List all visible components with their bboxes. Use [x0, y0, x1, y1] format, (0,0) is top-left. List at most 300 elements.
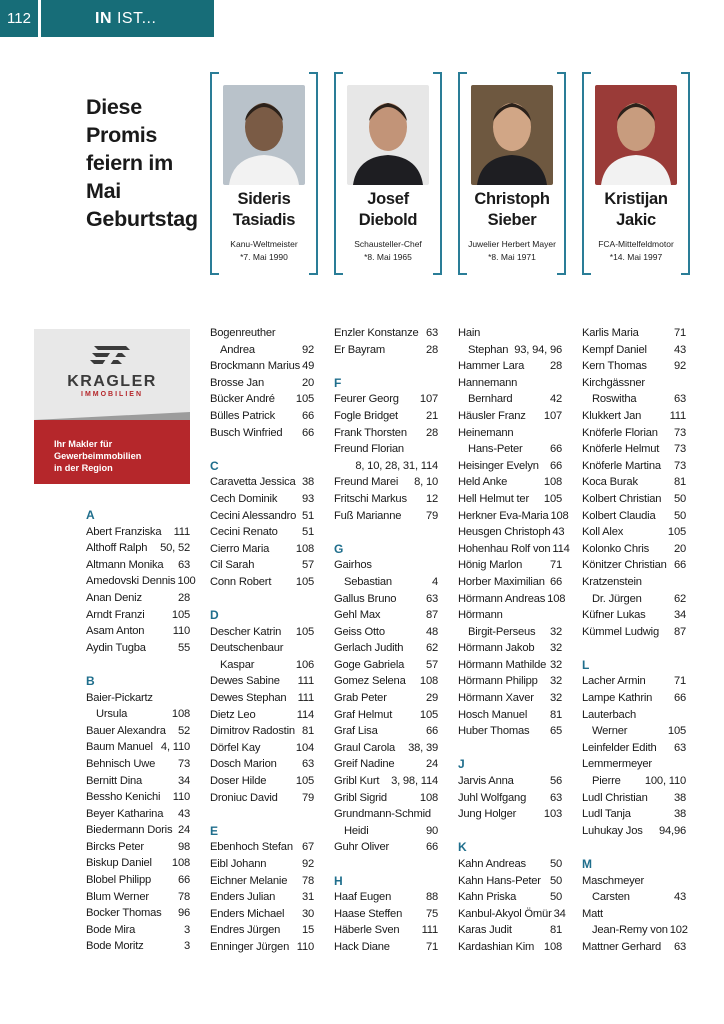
entry-name: Asam Anton	[86, 625, 145, 638]
index-entry	[334, 425, 438, 442]
entry-pages: 38	[301, 476, 314, 489]
index-entry	[458, 557, 562, 574]
entry-name: Dewes Stephan	[210, 692, 287, 705]
entry-pages: 71	[673, 675, 686, 688]
entry-name: Pierre	[592, 775, 621, 788]
entry-pages: 66	[549, 443, 562, 456]
entry-pages: 105	[543, 492, 562, 505]
index-entry	[458, 325, 562, 342]
index-entry	[210, 856, 314, 873]
entry-name: Gribl Sigrid	[334, 791, 387, 804]
entry-pages	[312, 640, 314, 657]
index-entry	[210, 657, 314, 674]
entry-pages: 79	[301, 791, 314, 804]
promi-role-text: Juwelier Herbert Mayer	[468, 239, 556, 249]
entry-name: Luhukay Jos	[582, 824, 643, 837]
index-entry	[458, 806, 562, 823]
entry-pages: 78	[301, 874, 314, 887]
index-entry	[582, 607, 686, 624]
index-entry	[334, 939, 438, 956]
entry-pages: 105	[171, 608, 190, 621]
index-entry	[210, 673, 314, 690]
entry-pages: 28	[425, 426, 438, 439]
entry-name: Herkner Eva-Maria	[458, 509, 549, 522]
entry-pages: 57	[301, 559, 314, 572]
index-letter: L	[582, 657, 590, 672]
entry-name: Hönig Marlon	[458, 559, 523, 572]
entry-name: Geiss Otto	[334, 625, 385, 638]
index-entry	[334, 624, 438, 641]
index-entry	[582, 922, 686, 939]
entry-name: Küfner Lukas	[582, 609, 646, 622]
spacer	[582, 640, 686, 657]
entry-name: Hörmann Jakob	[458, 642, 535, 655]
entry-pages: 55	[177, 641, 190, 654]
index-entry	[458, 458, 562, 475]
index-entry	[210, 325, 314, 342]
entry-pages: 100	[177, 575, 196, 588]
entry-name: Freund Florian	[334, 443, 404, 456]
entry-pages: 108	[550, 509, 569, 522]
index-entry	[210, 839, 314, 856]
kragler-ad[interactable]	[34, 329, 190, 484]
entry-name: Heidi	[344, 824, 369, 837]
index-entry	[334, 806, 438, 823]
entry-pages: 4, 110	[160, 741, 190, 754]
index-entry	[334, 508, 438, 525]
index-entry	[86, 590, 190, 607]
index-entry	[582, 740, 686, 757]
index-entry	[334, 773, 438, 790]
index-entry	[86, 690, 190, 707]
entry-name: Häusler Franz	[458, 409, 526, 422]
promi-role	[210, 238, 318, 264]
index-entry	[582, 873, 686, 890]
entry-name: Knöferle Florian	[582, 426, 658, 439]
index-entry	[86, 889, 190, 906]
entry-pages: 73	[177, 757, 190, 770]
entry-name: Cil Sarah	[210, 559, 255, 572]
index-entry	[210, 342, 314, 359]
entry-pages: 50, 52	[160, 542, 190, 555]
entry-pages: 102	[669, 924, 688, 937]
entry-pages: 66	[673, 559, 686, 572]
index-entry	[582, 524, 686, 541]
entry-name: Enzler Konstanze	[334, 327, 419, 339]
entry-pages	[684, 375, 686, 392]
index-entry	[210, 707, 314, 724]
entry-pages: 73	[673, 459, 686, 472]
entry-pages: 24	[177, 824, 190, 837]
index-letter: K	[458, 840, 467, 855]
entry-name: Grab Peter	[334, 692, 387, 705]
entry-pages: 81	[549, 924, 562, 937]
entry-name: Heisinger Evelyn	[458, 459, 539, 472]
index-entry	[458, 856, 562, 873]
entry-name: Anan Deniz	[86, 591, 142, 604]
entry-pages: 63	[673, 940, 686, 953]
entry-pages: 43	[673, 891, 686, 904]
entry-pages: 43	[177, 807, 190, 820]
spacer	[86, 656, 190, 673]
entry-pages: 66	[549, 459, 562, 472]
index-entry	[334, 889, 438, 906]
entry-pages: 108	[171, 708, 190, 721]
entry-pages: 79	[425, 509, 438, 522]
entry-name: Bernitt Dina	[86, 774, 143, 787]
entry-name: Caravetta Jessica	[210, 476, 296, 489]
index-entry	[582, 723, 686, 740]
entry-name: Brosse Jan	[210, 376, 264, 389]
index-entry	[210, 756, 314, 773]
index-entry	[458, 673, 562, 690]
entry-pages: 31	[301, 891, 314, 904]
entry-pages	[560, 325, 562, 342]
entry-name: Held Anke	[458, 476, 508, 489]
entry-pages: 94,96	[659, 824, 686, 837]
index-entry	[210, 873, 314, 890]
promi-photo	[471, 85, 553, 185]
index-entry	[86, 540, 190, 557]
index-entry	[210, 906, 314, 923]
entry-pages: 28	[549, 360, 562, 373]
entry-name: Kolbert Claudia	[582, 509, 656, 522]
promi-card	[334, 72, 442, 275]
index-entry	[582, 508, 686, 525]
entry-pages: 32	[549, 675, 562, 688]
entry-name: Dr. Jürgen	[592, 592, 642, 605]
promi-birthdate: *14. Mai 1997	[609, 252, 663, 262]
entry-name: Jarvis Anna	[458, 775, 514, 788]
entry-pages: 105	[295, 625, 314, 638]
entry-pages: 63	[673, 393, 686, 406]
index-entry	[582, 342, 686, 359]
section-title-bold: IN	[95, 10, 112, 27]
entry-pages: 8, 10, 28, 31, 114	[355, 459, 438, 472]
entry-name: Hosch Manuel	[458, 708, 528, 721]
promi-photo	[595, 85, 677, 185]
entry-pages: 20	[673, 542, 686, 555]
promi-name	[334, 189, 442, 231]
index-entry	[334, 408, 438, 425]
entry-name: Bogenreuther	[210, 327, 276, 339]
entry-pages: 66	[301, 426, 314, 439]
index-entry	[458, 657, 562, 674]
promi-name	[582, 189, 690, 231]
index-entry	[582, 673, 686, 690]
entry-name: Baier-Pickartz	[86, 691, 153, 704]
entry-name: Häberle Sven	[334, 924, 400, 937]
ad-claim-line-1: Ihr Makler für	[54, 439, 113, 449]
entry-pages: 108	[547, 592, 566, 605]
entry-pages: 50	[549, 874, 562, 887]
ad-stripe	[34, 412, 190, 420]
entry-pages	[684, 756, 686, 773]
entry-pages: 63	[177, 558, 190, 571]
entry-name: Maschmeyer	[582, 874, 645, 887]
entry-name: Abert Franziska	[86, 525, 162, 538]
entry-name: Bessho Kenichi	[86, 791, 161, 804]
entry-name: Baum Manuel	[86, 741, 153, 754]
index-entry	[86, 822, 190, 839]
entry-name: Ebenhoch Stefan	[210, 841, 293, 854]
page-headline: Diese Promis feiern im Mai Geburtstag	[86, 95, 198, 231]
entry-name: Lemmermeyer	[582, 758, 652, 771]
promi-name	[458, 189, 566, 231]
entry-name: Gallus Bruno	[334, 592, 397, 605]
entry-pages: 57	[425, 658, 438, 671]
index-entry	[334, 906, 438, 923]
entry-pages: 50	[673, 492, 686, 505]
entry-name: Dörfel Kay	[210, 741, 261, 754]
entry-pages: 108	[543, 476, 562, 489]
entry-name: Grundmann-Schmid	[334, 808, 431, 821]
entry-pages: 63	[425, 592, 438, 605]
entry-name: Endres Jürgen	[210, 924, 281, 937]
index-entry	[86, 839, 190, 856]
index-letter: B	[86, 673, 95, 688]
entry-name: Roswitha	[592, 393, 637, 406]
entry-pages: 111	[297, 692, 314, 705]
entry-name: Hack Diane	[334, 940, 390, 953]
entry-pages: 63	[301, 758, 314, 771]
promi-first-name: Kristijan	[604, 190, 668, 208]
index-entry	[458, 491, 562, 508]
entry-pages: 3	[183, 940, 190, 953]
entry-pages: 3	[183, 923, 190, 936]
entry-name: Koll Alex	[582, 526, 624, 539]
entry-pages: 105	[419, 708, 438, 721]
index-entry	[334, 756, 438, 773]
entry-name: Graf Helmut	[334, 708, 393, 721]
entry-name: Droniuc David	[210, 791, 278, 804]
entry-pages: 111	[173, 525, 190, 538]
entry-pages	[684, 873, 686, 890]
entry-pages: 108	[295, 542, 314, 555]
index-entry	[210, 773, 314, 790]
index-entry	[582, 474, 686, 491]
index-entry	[86, 573, 196, 590]
entry-pages: 87	[425, 609, 438, 622]
entry-name: Cierro Maria	[210, 542, 270, 555]
index-entry	[210, 508, 314, 525]
entry-name: Conn Robert	[210, 575, 272, 588]
entry-name: Blum Werner	[86, 890, 149, 903]
index-entry	[582, 624, 686, 641]
entry-pages: 51	[301, 526, 314, 539]
entry-name: Karas Judit	[458, 924, 512, 937]
entry-name: Beyer Katharina	[86, 807, 164, 820]
entry-pages	[684, 906, 686, 923]
entry-name: Gehl Max	[334, 609, 381, 622]
entry-name: Goge Gabriela	[334, 658, 405, 671]
entry-name: Feurer Georg	[334, 393, 399, 406]
promi-card	[582, 72, 690, 275]
index-entry	[86, 607, 190, 624]
entry-pages: 4	[431, 575, 438, 588]
entry-name: Guhr Oliver	[334, 841, 389, 854]
entry-pages: 8, 10	[414, 476, 438, 489]
entry-pages: 32	[549, 658, 562, 671]
entry-pages: 12	[425, 492, 438, 505]
entry-pages: 66	[177, 874, 190, 887]
index-entry	[458, 607, 562, 624]
entry-pages: 63	[673, 741, 686, 754]
index-letter: F	[334, 375, 342, 390]
index-entry	[210, 690, 314, 707]
index-entry	[582, 325, 686, 342]
entry-name: Gribl Kurt	[334, 775, 380, 788]
entry-name: Heinemann	[458, 426, 514, 439]
index-entry	[210, 624, 314, 641]
entry-pages: 62	[673, 592, 686, 605]
entry-name: Graul Carola	[334, 741, 396, 754]
index-entry	[210, 375, 314, 392]
entry-name: Enders Michael	[210, 907, 285, 920]
entry-pages: 110	[172, 625, 190, 638]
entry-name: Busch Winfried	[210, 426, 283, 439]
spacer	[582, 839, 686, 856]
promi-first-name: Josef	[367, 190, 409, 208]
index-entry	[334, 441, 438, 458]
spacer	[334, 524, 438, 541]
promi-role	[334, 238, 442, 264]
index-entry	[458, 342, 562, 359]
entry-name: Könitzer Christian	[582, 559, 667, 572]
entry-pages: 78	[177, 890, 190, 903]
promi-role-text: FCA-Mittelfeldmotor	[598, 239, 674, 249]
promi-birthdate: *7. Mai 1990	[240, 252, 288, 262]
promi-role-text: Kanu-Weltmeister	[230, 239, 298, 249]
entry-pages: 24	[425, 758, 438, 771]
entry-name: Blobel Philipp	[86, 874, 151, 887]
entry-name: Heusgen Christoph	[458, 526, 551, 539]
entry-name: Greif Nadine	[334, 758, 395, 771]
entry-pages: 50	[549, 858, 562, 870]
entry-pages: 42	[549, 393, 562, 406]
entry-pages: 71	[549, 559, 562, 572]
entry-name: Brockmann Marius	[210, 360, 301, 373]
index-entry	[210, 640, 314, 657]
index-entry	[86, 723, 190, 740]
index-letter: J	[458, 757, 465, 772]
index-entry	[582, 806, 686, 823]
index-entry	[86, 756, 190, 773]
entry-name: Koca Burak	[582, 476, 638, 489]
index-column	[458, 325, 570, 956]
index-entry	[458, 524, 565, 541]
entry-name: Hörmann Xaver	[458, 692, 534, 705]
index-entry	[582, 541, 686, 558]
index-entry	[458, 889, 562, 906]
index-letter: C	[210, 458, 219, 473]
entry-pages: 105	[295, 575, 314, 588]
index-entry	[582, 375, 686, 392]
entry-name: Ursula	[96, 708, 128, 721]
index-entry	[86, 872, 190, 889]
entry-name: Aydin Tugba	[86, 641, 146, 654]
entry-name: Hörmann Philipp	[458, 675, 538, 688]
index-entry	[86, 739, 190, 756]
entry-pages: 34	[673, 609, 686, 622]
index-entry	[458, 474, 562, 491]
entry-pages: 71	[673, 327, 686, 339]
index-entry	[334, 707, 438, 724]
index-entry	[210, 474, 314, 491]
index-entry	[458, 624, 562, 641]
ad-claim-line-3: in der Region	[54, 463, 113, 473]
promi-photo	[347, 85, 429, 185]
entry-name: Gairhos	[334, 559, 372, 572]
index-entry	[334, 342, 438, 359]
entry-name: Amedovski Dennis	[86, 575, 176, 588]
entry-pages: 71	[425, 940, 438, 953]
entry-pages: 110	[296, 940, 314, 953]
entry-name: Haaf Eugen	[334, 891, 392, 904]
entry-pages: 108	[419, 675, 438, 688]
promi-first-name: Christoph	[474, 190, 550, 208]
promi-last-name: Tasiadis	[232, 211, 296, 229]
entry-pages: 105	[295, 393, 314, 406]
index-entry	[86, 623, 190, 640]
entry-pages	[560, 607, 562, 624]
entry-name: Klukkert Jan	[582, 409, 642, 422]
entry-name: Descher Katrin	[210, 625, 282, 638]
spacer	[458, 740, 562, 757]
promi-last-name: Jakic	[616, 211, 656, 229]
entry-pages: 67	[301, 841, 314, 854]
index-entry	[458, 773, 562, 790]
index-entry	[334, 740, 438, 757]
entry-name: Dewes Sabine	[210, 675, 280, 688]
entry-name: Kirchgässner	[582, 376, 645, 389]
index-entry	[582, 707, 686, 724]
spacer	[334, 856, 438, 873]
entry-pages: 96	[177, 907, 190, 920]
entry-name: Altmann Monika	[86, 558, 164, 571]
entry-name: Leinfelder Edith	[582, 741, 657, 754]
entry-name: Bernhard	[468, 393, 513, 406]
entry-name: Ludl Christian	[582, 791, 648, 804]
entry-pages: 88	[425, 891, 438, 904]
entry-name: Bode Mira	[86, 923, 136, 936]
index-entry	[582, 574, 686, 591]
entry-name: Bülles Patrick	[210, 409, 275, 422]
entry-pages: 50	[549, 891, 562, 904]
entry-pages: 93, 94, 96	[514, 343, 562, 356]
index-entry	[86, 905, 190, 922]
entry-name: Bücker André	[210, 393, 275, 406]
entry-name: Bocker Thomas	[86, 907, 162, 920]
index-letter: H	[334, 873, 343, 888]
index-entry	[210, 574, 314, 591]
index-entry	[86, 640, 190, 657]
entry-pages: 105	[295, 775, 314, 788]
entry-name: Kahn Andreas	[458, 858, 526, 870]
entry-pages: 38, 39	[408, 741, 438, 754]
entry-pages: 28	[425, 343, 438, 356]
entry-name: Jung Holger	[458, 808, 517, 821]
spacer	[210, 591, 314, 608]
entry-pages: 66	[301, 409, 314, 422]
entry-pages: 107	[419, 393, 438, 406]
index-entry	[458, 391, 562, 408]
index-entry	[334, 557, 438, 574]
index-entry	[582, 408, 686, 425]
entry-name: Ludl Tanja	[582, 808, 631, 821]
spacer	[458, 823, 562, 840]
entry-name: Bircks Peter	[86, 840, 144, 853]
